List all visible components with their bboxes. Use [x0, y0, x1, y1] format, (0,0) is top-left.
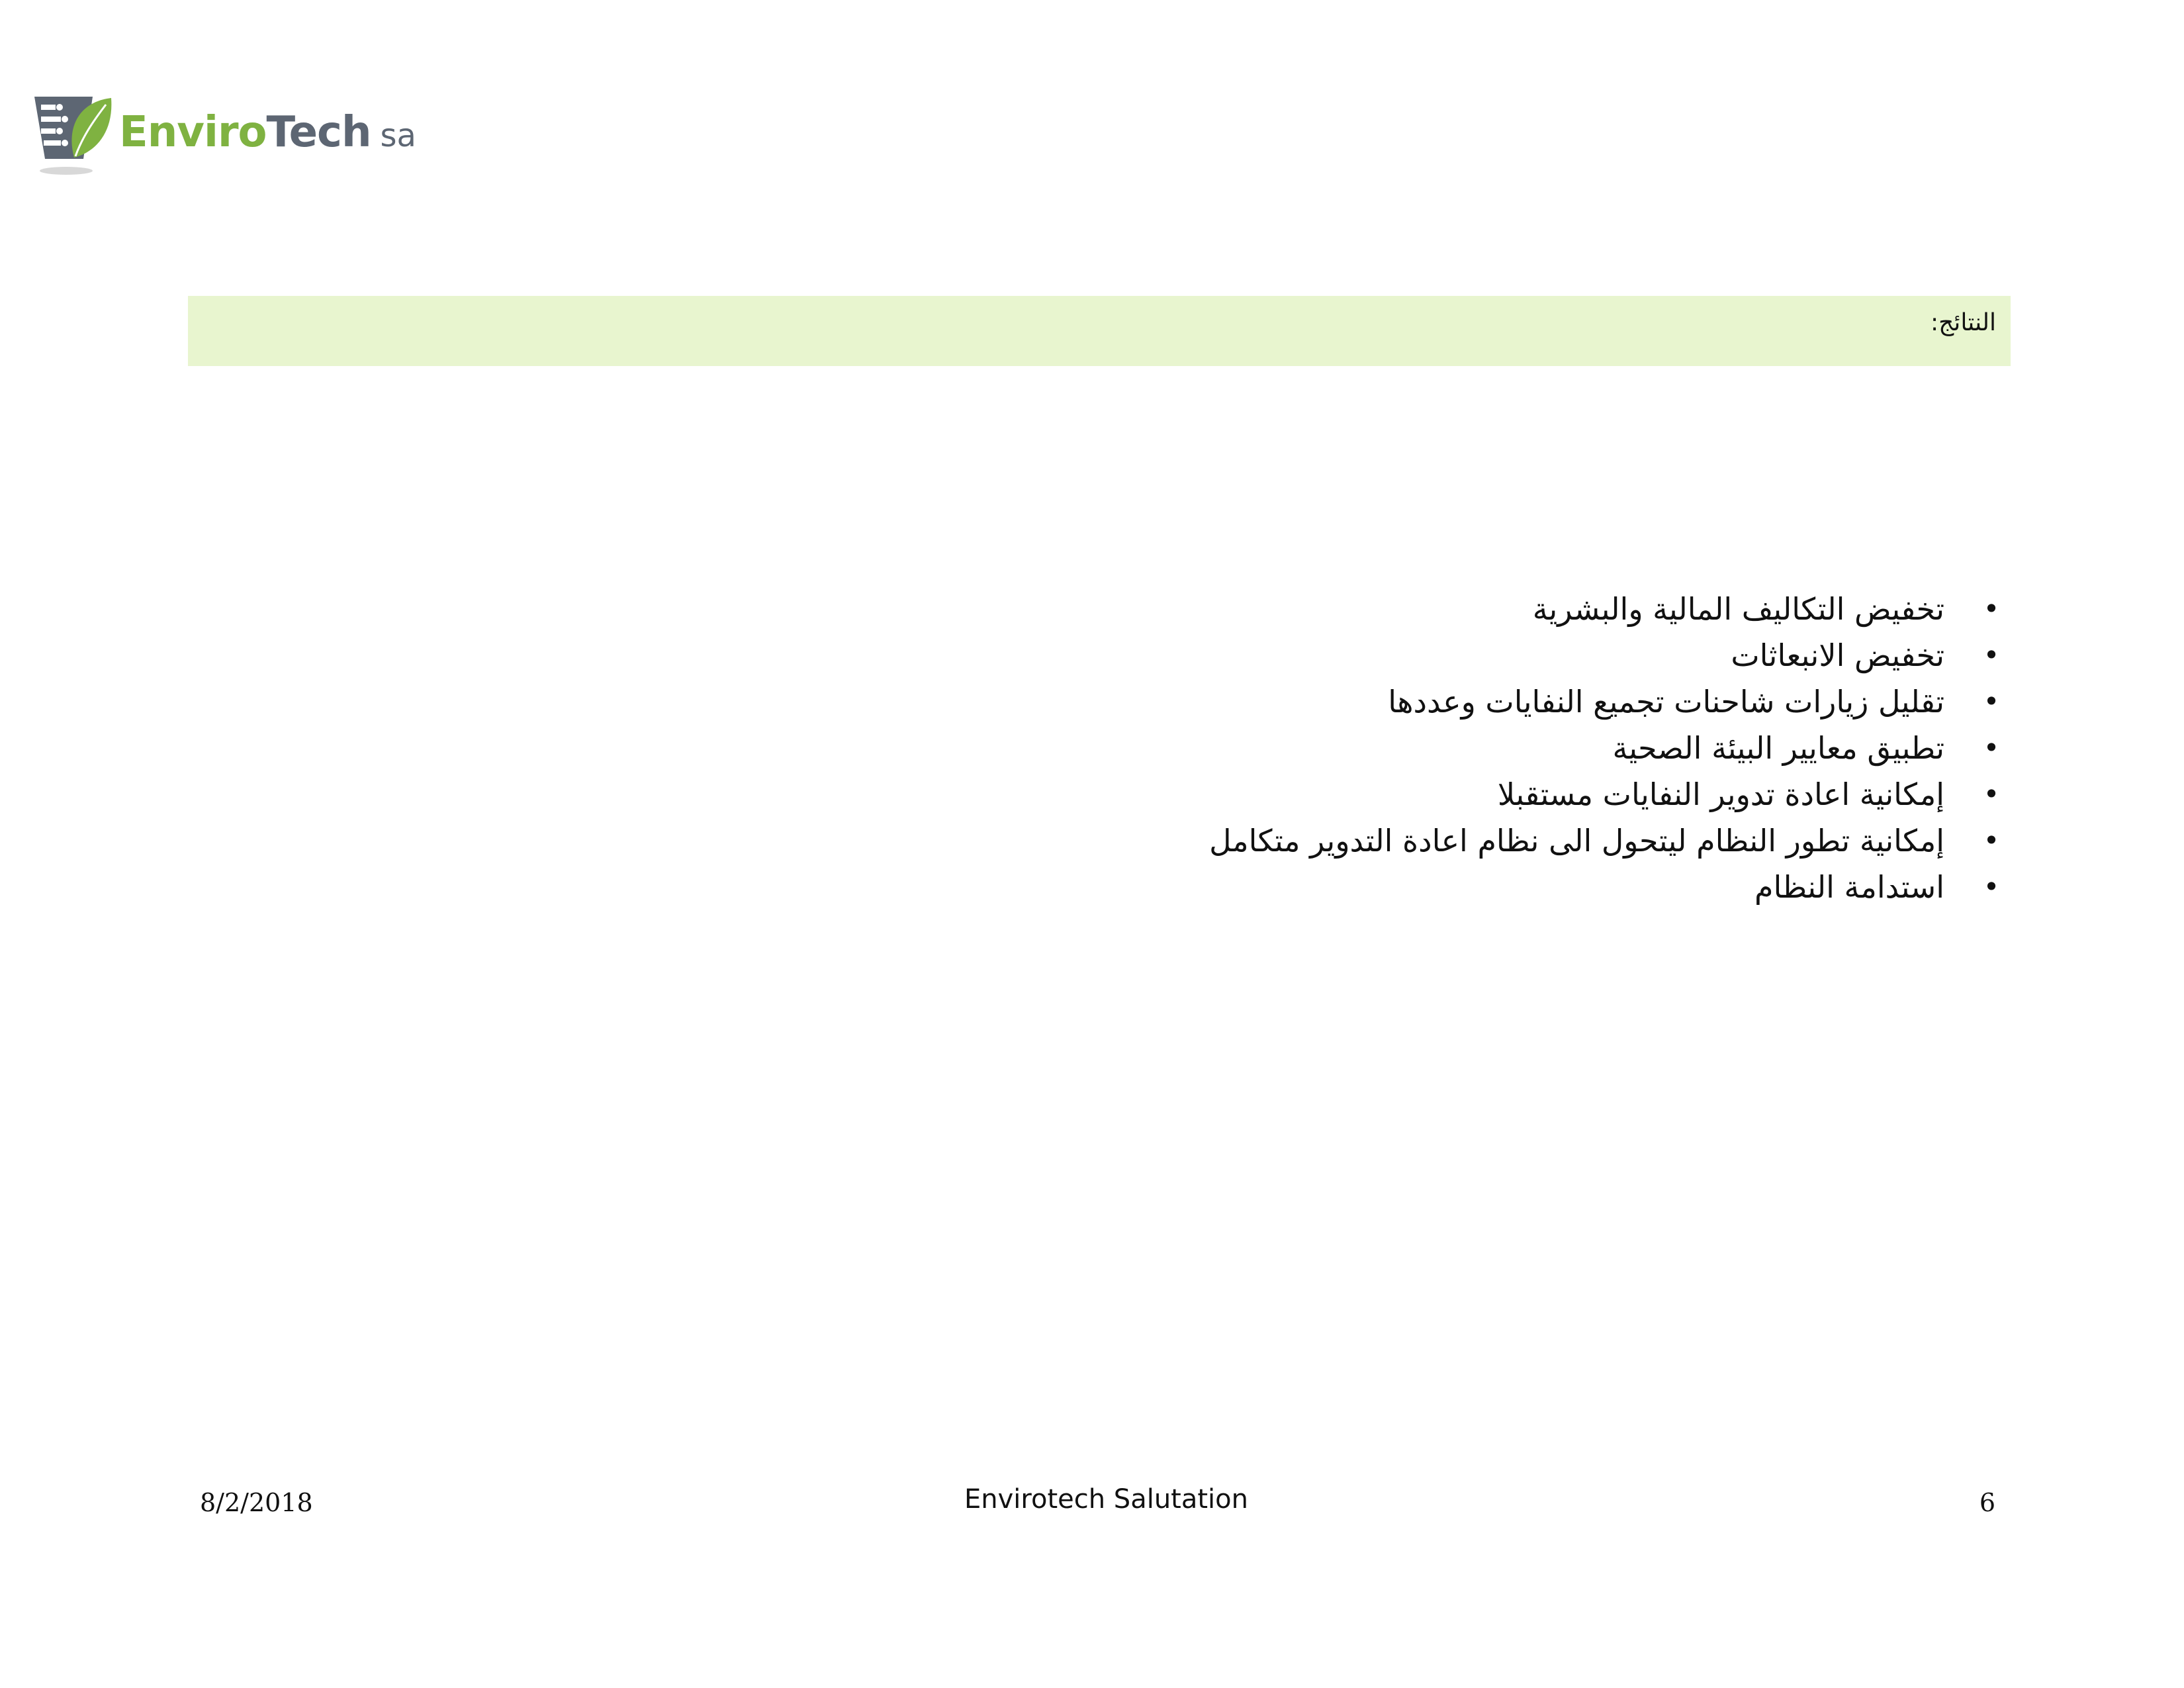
results-list — [1209, 586, 2000, 910]
list-item — [1209, 771, 2000, 818]
list-item — [1209, 679, 2000, 725]
footer-date: 8/2/2018 — [200, 1488, 313, 1517]
bullet: • — [1983, 870, 2000, 903]
list-item-text: استدامة النظام — [1754, 869, 1944, 905]
list-item-text: تقليل زيارات شاحنات تجميع النفايات وعددها — [1388, 684, 1944, 720]
bullet: • — [1983, 639, 2000, 671]
list-item-text: إمكانية اعادة تدوير النفايات مستقبلا — [1497, 776, 1944, 812]
company-logo — [32, 93, 416, 179]
logo-brand-gray: Tech — [266, 108, 371, 157]
list-item-text: تخفيض التكاليف المالية والبشرية — [1532, 591, 1944, 627]
list-item-text: إمكانية تطور النظام ليتحول الى نظام اعادة التدوير متكامل — [1209, 823, 1944, 859]
circuit-leaf-logo-icon — [32, 95, 118, 177]
list-item-text: تخفيض الانبعاثات — [1731, 637, 1944, 673]
list-item-text: تطبيق معايير البيئة الصحية — [1612, 730, 1944, 766]
list-item — [1209, 725, 2000, 771]
page-number: 6 — [1979, 1488, 1995, 1517]
list-item — [1209, 586, 2000, 632]
logo-wordmark — [119, 108, 416, 157]
bullet: • — [1983, 731, 2000, 764]
list-item — [1209, 632, 2000, 679]
logo-brand-green: Enviro — [119, 108, 267, 157]
list-item — [1209, 864, 2000, 910]
bullet: • — [1983, 778, 2000, 810]
list-item — [1209, 818, 2000, 864]
bullet: • — [1983, 592, 2000, 625]
bullet: • — [1983, 685, 2000, 718]
bullet: • — [1983, 824, 2000, 857]
footer-title: Envirotech Salutation — [964, 1484, 1248, 1515]
section-title: النتائج: — [1930, 309, 1996, 336]
logo-suffix: sa — [380, 117, 416, 154]
section-title-band — [188, 296, 2011, 366]
